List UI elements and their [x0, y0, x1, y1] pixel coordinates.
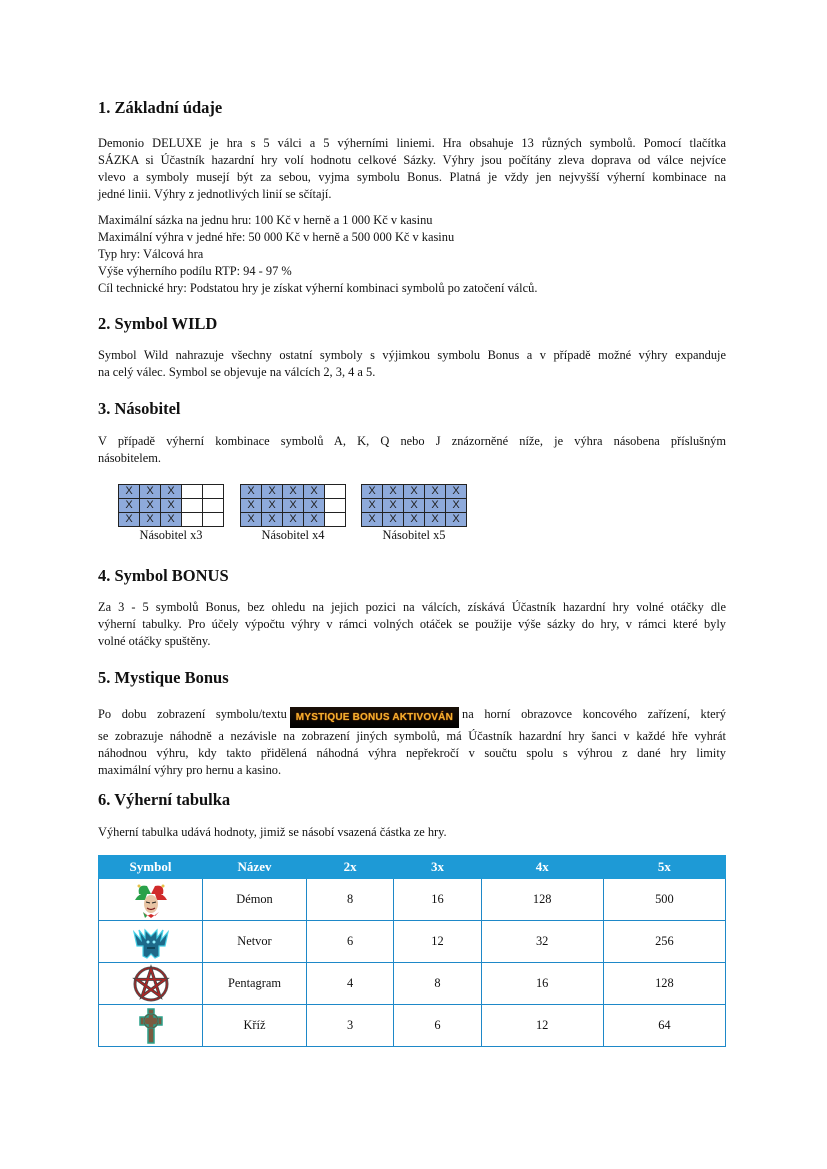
- grid-cell-empty: [182, 513, 203, 527]
- grid-cell-winning: X: [362, 513, 383, 527]
- grid-cell-winning: X: [383, 513, 404, 527]
- grid-cell-winning: X: [425, 499, 446, 513]
- grid-cell-winning: X: [304, 485, 325, 499]
- grid-cell-winning: X: [362, 485, 383, 499]
- header-3x: 3x: [394, 856, 481, 879]
- grid-cell-empty: [325, 499, 346, 513]
- payout-5x: 256: [603, 921, 725, 963]
- grid-cell-winning: X: [446, 513, 467, 527]
- grid-caption: Násobitel x4: [261, 528, 325, 542]
- grid-cell-winning: X: [161, 485, 182, 499]
- multiplier-paragraph: [98, 433, 726, 467]
- payout-2x: 3: [307, 1005, 394, 1047]
- grid-cell-winning: X: [140, 485, 161, 499]
- text-line: na celý válec. Symbol se objevuje na válcích 2, 3, 4 a 5.: [98, 365, 376, 379]
- grid-row: [119, 513, 224, 527]
- payout-4x: 128: [481, 879, 603, 921]
- section-heading-multiplier: 3. Násobitel: [98, 399, 181, 418]
- symbol-name: Démon: [203, 879, 307, 921]
- grid-cell-empty: [182, 485, 203, 499]
- mystique-paragraph: [98, 706, 726, 779]
- payout-4x: 32: [481, 921, 603, 963]
- section-heading-paytable: 6. Výherní tabulka: [98, 790, 231, 809]
- payout-2x: 8: [307, 879, 394, 921]
- table-row: [99, 1005, 726, 1047]
- grid-cell-empty: [203, 485, 224, 499]
- pentagram-icon: [131, 964, 171, 1004]
- grid-row: [119, 499, 224, 513]
- payout-2x: 6: [307, 921, 394, 963]
- grid-cell-winning: X: [283, 513, 304, 527]
- multiplier-grid-x5: [361, 484, 467, 543]
- grid-cell-winning: X: [262, 499, 283, 513]
- grid-cell-winning: X: [283, 485, 304, 499]
- section-heading-wild: 2. Symbol WILD: [98, 314, 218, 333]
- mystique-bonus-badge: MYSTIQUE BONUS AKTIVOVÁN: [290, 707, 459, 728]
- game-info-list: [98, 212, 726, 297]
- text-line: se zobrazuje náhodně a nezávisle na zobrazení jiných symbolů, má Účastník hazardní hry šanci v každé hře vyhrát: [98, 729, 726, 743]
- header-4x: 4x: [481, 856, 603, 879]
- grid-row: [362, 485, 467, 499]
- grid-cell-empty: [182, 499, 203, 513]
- section-heading-mystique: 5. Mystique Bonus: [98, 668, 229, 687]
- grid-cell-empty: [325, 485, 346, 499]
- grid-cell-winning: X: [304, 499, 325, 513]
- basic-info-paragraph: [98, 135, 726, 203]
- payout-2x: 4: [307, 963, 394, 1005]
- payout-4x: 12: [481, 1005, 603, 1047]
- text-line: maximální výhry pro hernu a kasino.: [98, 763, 282, 777]
- payout-5x: 500: [603, 879, 725, 921]
- symbol-name: Netvor: [203, 921, 307, 963]
- grid-cell-winning: X: [140, 499, 161, 513]
- grid-cell-winning: X: [241, 499, 262, 513]
- grid-cell-winning: X: [446, 485, 467, 499]
- grid-cell-winning: X: [404, 513, 425, 527]
- grid-cell-winning: X: [446, 499, 467, 513]
- header-2x: 2x: [307, 856, 394, 879]
- grid-row: [119, 485, 224, 499]
- max-bet-line: Maximální sázka na jednu hru: 100 Kč v herně a 1 000 Kč v kasinu: [98, 213, 433, 227]
- table-row: [99, 921, 726, 963]
- symbol-name: Kříž: [203, 1005, 307, 1047]
- reel-grid: [240, 484, 346, 527]
- text-line: náhodnou výhru, kdy takto přidělená náhodná výhra nepřekročí v součtu spolu s výhrou z dané hry limity: [98, 746, 726, 760]
- grid-cell-winning: X: [119, 485, 140, 499]
- reel-grid: [361, 484, 467, 527]
- text-line: vlevo a symboly musejí být za sebou, vyjma symbolu Bonus. Platná je vždy jen nejvyšší výherní kombinace na: [98, 170, 726, 184]
- grid-cell-winning: X: [161, 499, 182, 513]
- grid-cell-winning: X: [404, 499, 425, 513]
- header-5x: 5x: [603, 856, 725, 879]
- grid-cell-winning: X: [262, 485, 283, 499]
- jester-demon-icon: [131, 880, 171, 920]
- grid-row: [362, 513, 467, 527]
- grid-cell-winning: X: [425, 485, 446, 499]
- grid-row: [241, 485, 346, 499]
- max-win-line: Maximální výhra v jedné hře: 50 000 Kč v herně a 500 000 Kč v kasinu: [98, 230, 455, 244]
- symbol-name: Pentagram: [203, 963, 307, 1005]
- gargoyle-icon: [131, 922, 171, 962]
- text-fragment: na horní obrazovce koncového zařízení, který: [462, 707, 727, 721]
- payout-3x: 8: [394, 963, 481, 1005]
- grid-cell-winning: X: [283, 499, 304, 513]
- grid-cell-winning: X: [425, 513, 446, 527]
- grid-cell-winning: X: [262, 513, 283, 527]
- paytable-header-row: [99, 856, 726, 879]
- payout-5x: 64: [603, 1005, 725, 1047]
- reel-grid: [118, 484, 224, 527]
- payout-3x: 6: [394, 1005, 481, 1047]
- grid-cell-winning: X: [241, 485, 262, 499]
- grid-cell-winning: X: [404, 485, 425, 499]
- grid-cell-winning: X: [119, 499, 140, 513]
- text-line: SÁZKA si Účastník hazardní hry volí hodnotu celkové Sázky. Výhry jsou počítány zleva doprava od válce nejvíce: [98, 153, 726, 167]
- paytable-intro: [98, 824, 726, 841]
- text-line: Výherní tabulka udává hodnoty, jimiž se násobí vsazená částka ze hry.: [98, 825, 447, 839]
- grid-caption: Násobitel x5: [382, 528, 446, 542]
- text-line: Demonio DELUXE je hra s 5 válci a 5 výherními liniemi. Hra obsahuje 13 různých symbolů. Pomocí tlačítka: [98, 136, 726, 150]
- payout-3x: 16: [394, 879, 481, 921]
- celtic-cross-icon: [131, 1006, 171, 1046]
- grid-caption: Násobitel x3: [139, 528, 203, 542]
- grid-row: [241, 499, 346, 513]
- symbol-cell: [99, 879, 203, 921]
- grid-row: [362, 499, 467, 513]
- multiplier-grid-x3: [118, 484, 224, 543]
- grid-row: [241, 513, 346, 527]
- grid-cell-winning: X: [304, 513, 325, 527]
- text-line: Za 3 - 5 symbolů Bonus, bez ohledu na jejich pozici na válcích, získává Účastník hazardní hry volné otáčky dle: [98, 600, 726, 614]
- section-heading-bonus: 4. Symbol BONUS: [98, 566, 229, 585]
- paytable: [98, 855, 726, 1047]
- header-name: Název: [203, 856, 307, 879]
- symbol-cell: [99, 921, 203, 963]
- grid-cell-winning: X: [362, 499, 383, 513]
- text-line: [98, 706, 726, 728]
- game-type-line: Typ hry: Válcová hra: [98, 247, 204, 261]
- text-line: V případě výherní kombinace symbolů A, K, Q nebo J znázorněné níže, je výhra násobena příslušným: [98, 434, 726, 448]
- grid-cell-winning: X: [383, 499, 404, 513]
- wild-paragraph: [98, 347, 726, 381]
- table-row: [99, 879, 726, 921]
- grid-cell-winning: X: [119, 513, 140, 527]
- symbol-cell: [99, 963, 203, 1005]
- text-fragment: Po dobu zobrazení symbolu/textu: [98, 707, 287, 721]
- text-line: výherní tabulky. Pro účely výpočtu výhry v rámci volných otáček se použije výše sázky do hry, v rámci které byly: [98, 617, 726, 631]
- symbol-cell: [99, 1005, 203, 1047]
- grid-cell-empty: [203, 499, 224, 513]
- grid-cell-empty: [325, 513, 346, 527]
- rtp-line: Výše výherního podílu RTP: 94 - 97 %: [98, 264, 292, 278]
- header-symbol: Symbol: [99, 856, 203, 879]
- section-heading-basic-info: 1. Základní údaje: [98, 98, 223, 117]
- payout-3x: 12: [394, 921, 481, 963]
- game-goal-line: Cíl technické hry: Podstatou hry je získat výherní kombinaci symbolů po zatočení válců.: [98, 281, 538, 295]
- grid-cell-winning: X: [383, 485, 404, 499]
- text-line: jedné linii. Výhry z jednotlivých linií se sčítají.: [98, 187, 332, 201]
- payout-4x: 16: [481, 963, 603, 1005]
- multiplier-diagrams: [118, 484, 518, 544]
- multiplier-grid-x4: [240, 484, 346, 543]
- table-row: [99, 963, 726, 1005]
- payout-5x: 128: [603, 963, 725, 1005]
- grid-cell-winning: X: [161, 513, 182, 527]
- grid-cell-winning: X: [140, 513, 161, 527]
- bonus-paragraph: [98, 599, 726, 650]
- text-line: násobitelem.: [98, 451, 161, 465]
- grid-cell-winning: X: [241, 513, 262, 527]
- text-line: volné otáčky spuštěny.: [98, 634, 211, 648]
- text-line: Symbol Wild nahrazuje všechny ostatní symboly s výjimkou symbolu Bonus a v případě možné výhry expanduje: [98, 348, 726, 362]
- grid-cell-empty: [203, 513, 224, 527]
